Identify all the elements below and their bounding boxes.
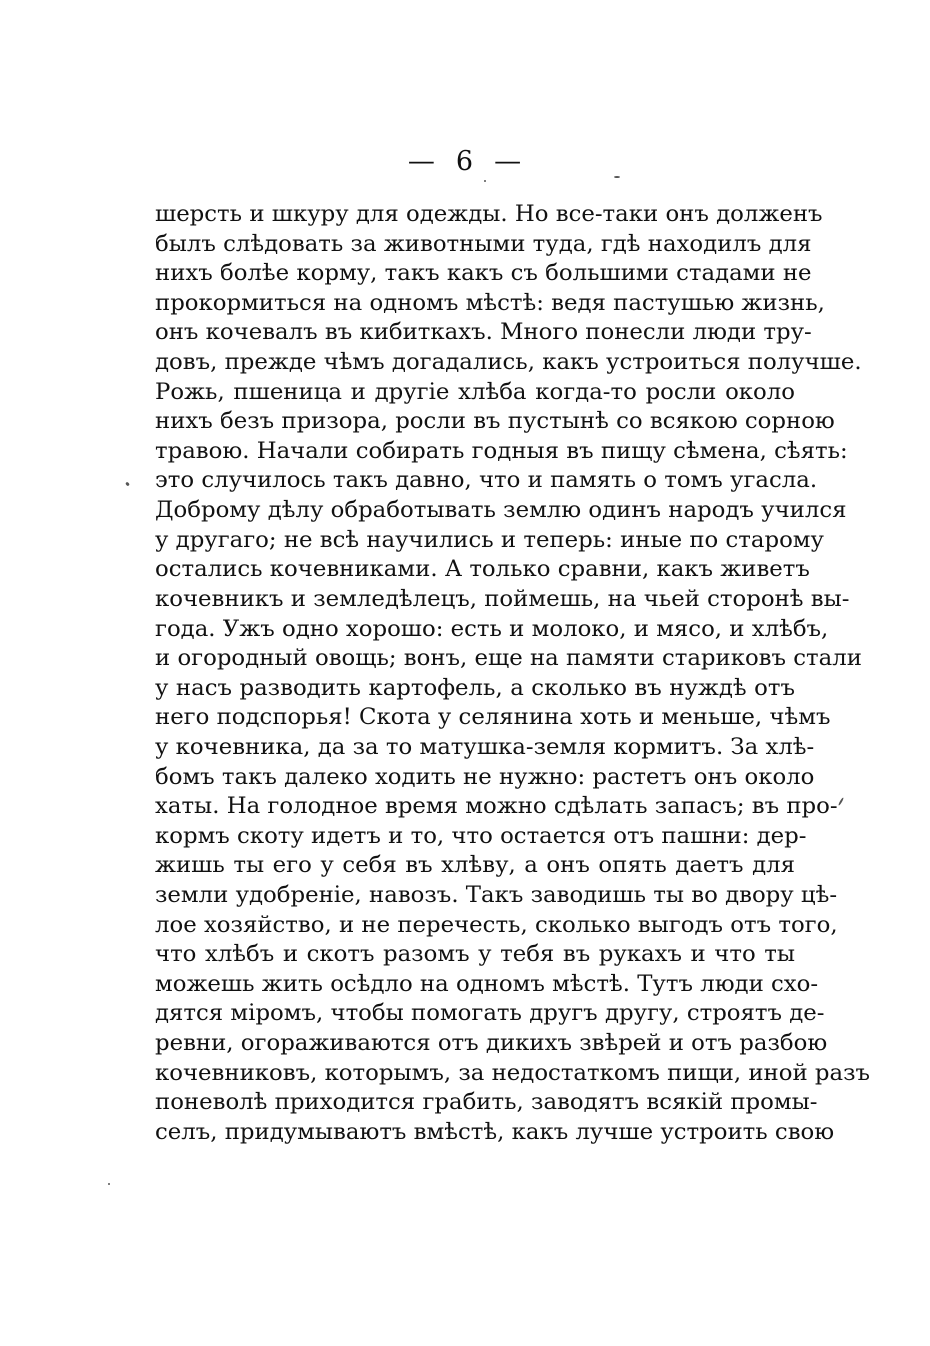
text-line: Доброму дѣлу обработывать землю одинъ народъ учился bbox=[155, 497, 847, 524]
text-line: можешь жить осѣдло на одномъ мѣстѣ. Тутъ люди схо- bbox=[155, 970, 819, 997]
text-line: довъ, прежде чѣмъ догадались, какъ устроиться получше. bbox=[155, 349, 862, 376]
text-line: Рожь, пшеница и другіе хлѣба когда-то росли около bbox=[155, 378, 795, 405]
text-line: нихъ болѣе корму, такъ какъ съ большими стадами не bbox=[155, 260, 812, 287]
header-dash-left: — bbox=[407, 146, 436, 177]
text-line: это случилось такъ давно, что и память о томъ угасла. bbox=[155, 467, 818, 494]
scan-speck bbox=[614, 176, 620, 178]
text-line: ревни, огораживаются отъ дикихъ звѣрей и отъ разбою bbox=[155, 1030, 828, 1057]
text-line: онъ кочевалъ въ кибиткахъ. Много понесли люди тру- bbox=[155, 319, 812, 346]
text-line: былъ слѣдовать за животными туда, гдѣ находилъ для bbox=[155, 230, 812, 257]
text-line: бомъ такъ далеко ходить не нужно: растетъ онъ около bbox=[155, 763, 815, 790]
body-text bbox=[155, 200, 871, 1148]
text-line: дятся міромъ, чтобы помогать другъ другу, строятъ де- bbox=[155, 1000, 825, 1027]
header-dash-right: — bbox=[494, 146, 523, 177]
text-line: жишь ты его у себя въ хлѣву, а онъ опять даетъ для bbox=[155, 852, 795, 879]
page-header bbox=[0, 146, 930, 178]
scan-speck bbox=[484, 180, 486, 182]
text-line: у другаго; не всѣ научились и теперь: иные по старому bbox=[155, 526, 824, 553]
text-line: и огородный овощь; вонъ, еще на памяти стариковъ стали bbox=[155, 645, 862, 672]
text-line: поневолѣ приходится грабить, заводятъ всякій промы- bbox=[155, 1089, 818, 1116]
text-line: нихъ безъ призора, росли въ пустынѣ со всякою сорною bbox=[155, 408, 835, 435]
text-line: у насъ разводить картофель, а сколько въ нуждѣ отъ bbox=[155, 674, 795, 701]
text-line: шерсть и шкуру для одежды. Но все-таки онъ долженъ bbox=[155, 201, 823, 227]
scan-speck bbox=[125, 482, 130, 487]
text-line: прокормиться на одномъ мѣстѣ: ведя пастушью жизнь, bbox=[155, 289, 825, 316]
text-line: у кочевника, да за то матушка-земля кормитъ. За хлѣ- bbox=[155, 733, 815, 760]
text-line: хаты. На голодное время можно сдѣлать запасъ; въ про- bbox=[155, 793, 838, 820]
text-line: кочевниковъ, которымъ, за недостаткомъ пищи, иной разъ bbox=[155, 1059, 871, 1086]
text-line: года. Ужъ одно хорошо: есть и молоко, и мясо, и хлѣбъ, bbox=[155, 615, 829, 642]
text-line: травою. Начали собирать годныя въ пищу сѣмена, сѣять: bbox=[155, 437, 848, 464]
text-line: кочевникъ и земледѣлецъ, поймешь, на чьей сторонѣ вы- bbox=[155, 585, 850, 612]
scan-speck bbox=[838, 797, 844, 806]
text-line: него подспорья! Скота у селянина хоть и меньше, чѣмъ bbox=[155, 704, 831, 731]
text-line: земли удобреніе, навозъ. Такъ заводишь ты во двору цѣ- bbox=[155, 882, 838, 909]
text-line: кормъ скоту идетъ и то, что остается отъ пашни: дер- bbox=[155, 822, 807, 849]
scan-speck bbox=[108, 1183, 110, 1185]
page-number: 6 bbox=[455, 146, 475, 177]
text-line: остались кочевниками. А только сравни, какъ живетъ bbox=[155, 556, 810, 583]
text-line: что хлѣбъ и скотъ разомъ у тебя въ рукахъ и что ты bbox=[155, 941, 795, 968]
text-line: лое хозяйство, и не перечесть, сколько выгодъ отъ того, bbox=[155, 911, 838, 938]
text-line: селъ, придумываютъ вмѣстѣ, какъ лучше устроить свою bbox=[155, 1118, 835, 1145]
